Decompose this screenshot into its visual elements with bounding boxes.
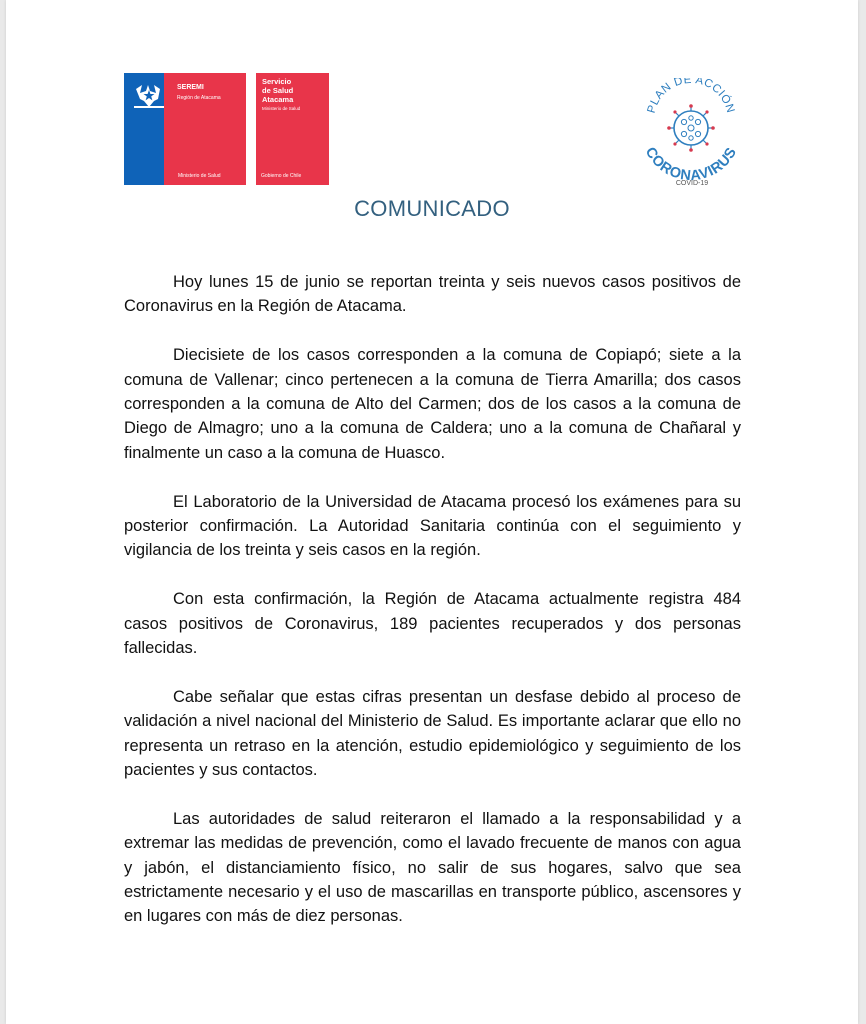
seremi-logo-footer: Ministerio de Salud	[178, 173, 221, 179]
servicio-salud-logo	[256, 73, 329, 185]
paragraph: El Laboratorio de la Universidad de Atacama procesó los exámenes para su posterior confirmación. La Autoridad Sanitaria continúa con el seguimiento y vigilancia de los treinta y seis casos en la región.	[124, 492, 741, 560]
plan-accion-coronavirus-logo	[632, 78, 750, 190]
paragraph: Con esta confirmación, la Región de Atacama actualmente registra 484 casos positivos de Coronavirus, 189 pacientes recuperados y dos personas fallecidas.	[124, 590, 741, 658]
covid-19-caption: COVID-19	[675, 180, 709, 187]
paragraph: Hoy lunes 15 de junio se reportan treinta y seis nuevos casos positivos de Coronavirus en la Región de Atacama.	[124, 273, 741, 316]
chile-coat-of-arms-icon	[128, 79, 170, 111]
coronavirus-arc-text: CORONAVIRUS	[641, 144, 741, 185]
servicio-logo-subtitle: Ministerio de Salud	[262, 106, 301, 111]
paragraph: Cabe señalar que estas cifras presentan un desfase debido al proceso de validación a nivel nacional del Ministerio de Salud. Es importante aclarar que ello no representa un retraso en la atención, estudio epidemiológico y seguimiento de los pacientes y sus contactos.	[124, 687, 741, 780]
virus-icon	[667, 104, 715, 152]
servicio-logo-title: Servicio de Salud Atacama	[262, 77, 294, 104]
seremi-logo-title: SEREMI	[177, 84, 204, 91]
document-page	[6, 0, 858, 1024]
document-body	[124, 270, 741, 953]
document-title: COMUNICADO	[354, 196, 510, 221]
seremi-logo	[124, 73, 246, 185]
seremi-logo-subtitle: Región de Atacama	[177, 95, 221, 101]
plan-accion-arc-text: PLAN DE ACCIÓN	[645, 78, 737, 115]
paragraph: Las autoridades de salud reiteraron el llamado a la responsabilidad y a extremar las medidas de prevención, como el lavado frecuente de manos con agua y jabón, el distanciamiento físico, no salir de sus hogares, salvo que sea estrictamente necesario y el uso de mascarillas en transporte público, ascensores y en lugares con más de diez personas.	[124, 809, 741, 926]
servicio-logo-footer: Gobierno de Chile	[261, 173, 302, 179]
paragraph: Diecisiete de los casos corresponden a la comuna de Copiapó; siete a la comuna de Vallenar; cinco pertenecen a la comuna de Tierra Amarilla; dos casos corresponden a la comuna de Alto del Carmen; dos de los casos a la comuna de Diego de Almagro; uno a la comuna de Caldera; uno a la comuna de Chañaral y finalmente un caso a la comuna de Huasco.	[124, 346, 741, 462]
